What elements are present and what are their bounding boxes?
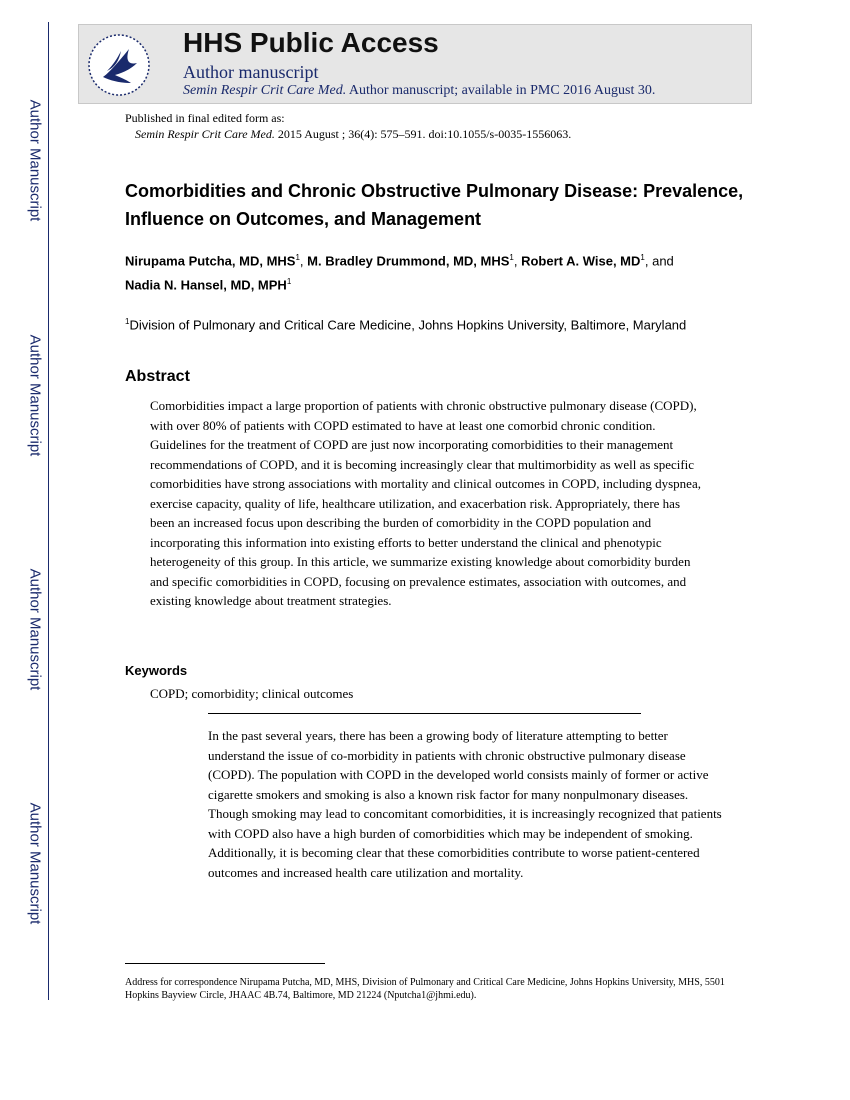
abstract-heading: Abstract [125, 368, 190, 385]
publication-info [125, 110, 571, 142]
section-divider [208, 713, 641, 714]
side-label-1: Author Manuscript [26, 99, 44, 221]
affiliation: $^1$Division of Pulmonary and Critical Care Medicine, Johns Hopkins University, Baltimore, Maryland [125, 317, 687, 333]
side-label-3: Author Manuscript [26, 568, 44, 690]
hhs-banner [78, 24, 752, 104]
keywords-text: COPD; comorbidity; clinical outcomes [150, 686, 354, 701]
author-name: M. Bradley Drummond, MD, MHS [307, 253, 510, 269]
side-label-2: Author Manuscript [26, 334, 44, 456]
article-title: Comorbidities and Chronic Obstructive Pulmonary Disease: Prevalence, Influence on Outcomes, and Management [125, 181, 744, 229]
author-list: Nirupama Putcha, MD, MHS$^1$, M. Bradley Drummond, MD, MHS$^1$, Robert A. Wise, $MD^1$, and Nadia N. Hansel, MD, MPH$^1$ [125, 253, 674, 293]
banner-availability: Semin Respir Crit Care Med. Author manuscript; available in PMC 2016 August 30. [183, 83, 656, 98]
intro-paragraph: In the past several years, there has been a growing body of literature attempting to better understand the issue of co-morbidity in patients with chronic obstructive pulmonary disease (COPD). The population with COPD in the developed world consists mainly of former or active cigarette smokers and smoking is also a known risk factor for many nonpulmonary diseases. Though smoking may lead to concomitant comorbidities, it is increasingly recognized that patients with COPD also have a high burden of comorbidities which may be independent of smoking. Additionally, it is becoming clear that these comorbidities contribute to worse patient-centered outcomes and increased health care utilization and mortality. [208, 728, 722, 880]
author-name: Nadia N. Hansel, MD, MPH [125, 277, 287, 293]
published-citation: Semin Respir Crit Care Med. 2015 August ; 36(4): 575–591. doi:10.1055/s-0035-1556063. [135, 127, 572, 141]
footnote-divider [125, 963, 325, 964]
published-label: Published in final edited form as: [125, 111, 285, 125]
side-rule [48, 22, 49, 1000]
author-name: Robert A. Wise, MD [521, 253, 641, 269]
keywords-heading: Keywords [125, 663, 188, 678]
banner-title: HHS Public Access [183, 27, 439, 58]
banner-subtitle: Author manuscript [183, 62, 319, 82]
abstract-text: Comorbidities impact a large proportion of patients with chronic obstructive pulmonary disease (COPD), with over 80% of patients with COPD estimated to have at least one comorbid chronic condition. Guidelines for the treatment of COPD are just now incorporating comorbidities to their management recommendations of COPD, and it is becoming increasingly clear that multimorbidity as well as specific comorbidities have strong associations with mortality and clinical outcomes in COPD, including dyspnea, exercise capacity, quality of life, healthcare utilization, and exacerbation risk. Appropriately, there has been an increased focus upon describing the burden of comorbidity in the COPD population and incorporating this information into existing efforts to better understand the clinical and phenotypic heterogeneity of this group. In this article, we summarize existing knowledge about comorbidity burden and specific comorbidities in COPD, focusing on prevalence estimates, association with outcomes, and existing knowledge about treatment strategies. [150, 398, 701, 608]
author-name: Nirupama Putcha, MD, MHS [125, 253, 296, 269]
hhs-eagle-logo-icon [85, 31, 153, 99]
side-label-4: Author Manuscript [26, 802, 44, 924]
correspondence-footnote: Address for correspondence Nirupama Putcha, MD, MHS, Division of Pulmonary and Critical Care Medicine, Johns Hopkins University, MHS, 5501 Hopkins Bayview Circle, JHAAC 4B.74, Baltimore, MD 21224 (Nputcha1@jhmi.edu). [125, 977, 725, 1001]
